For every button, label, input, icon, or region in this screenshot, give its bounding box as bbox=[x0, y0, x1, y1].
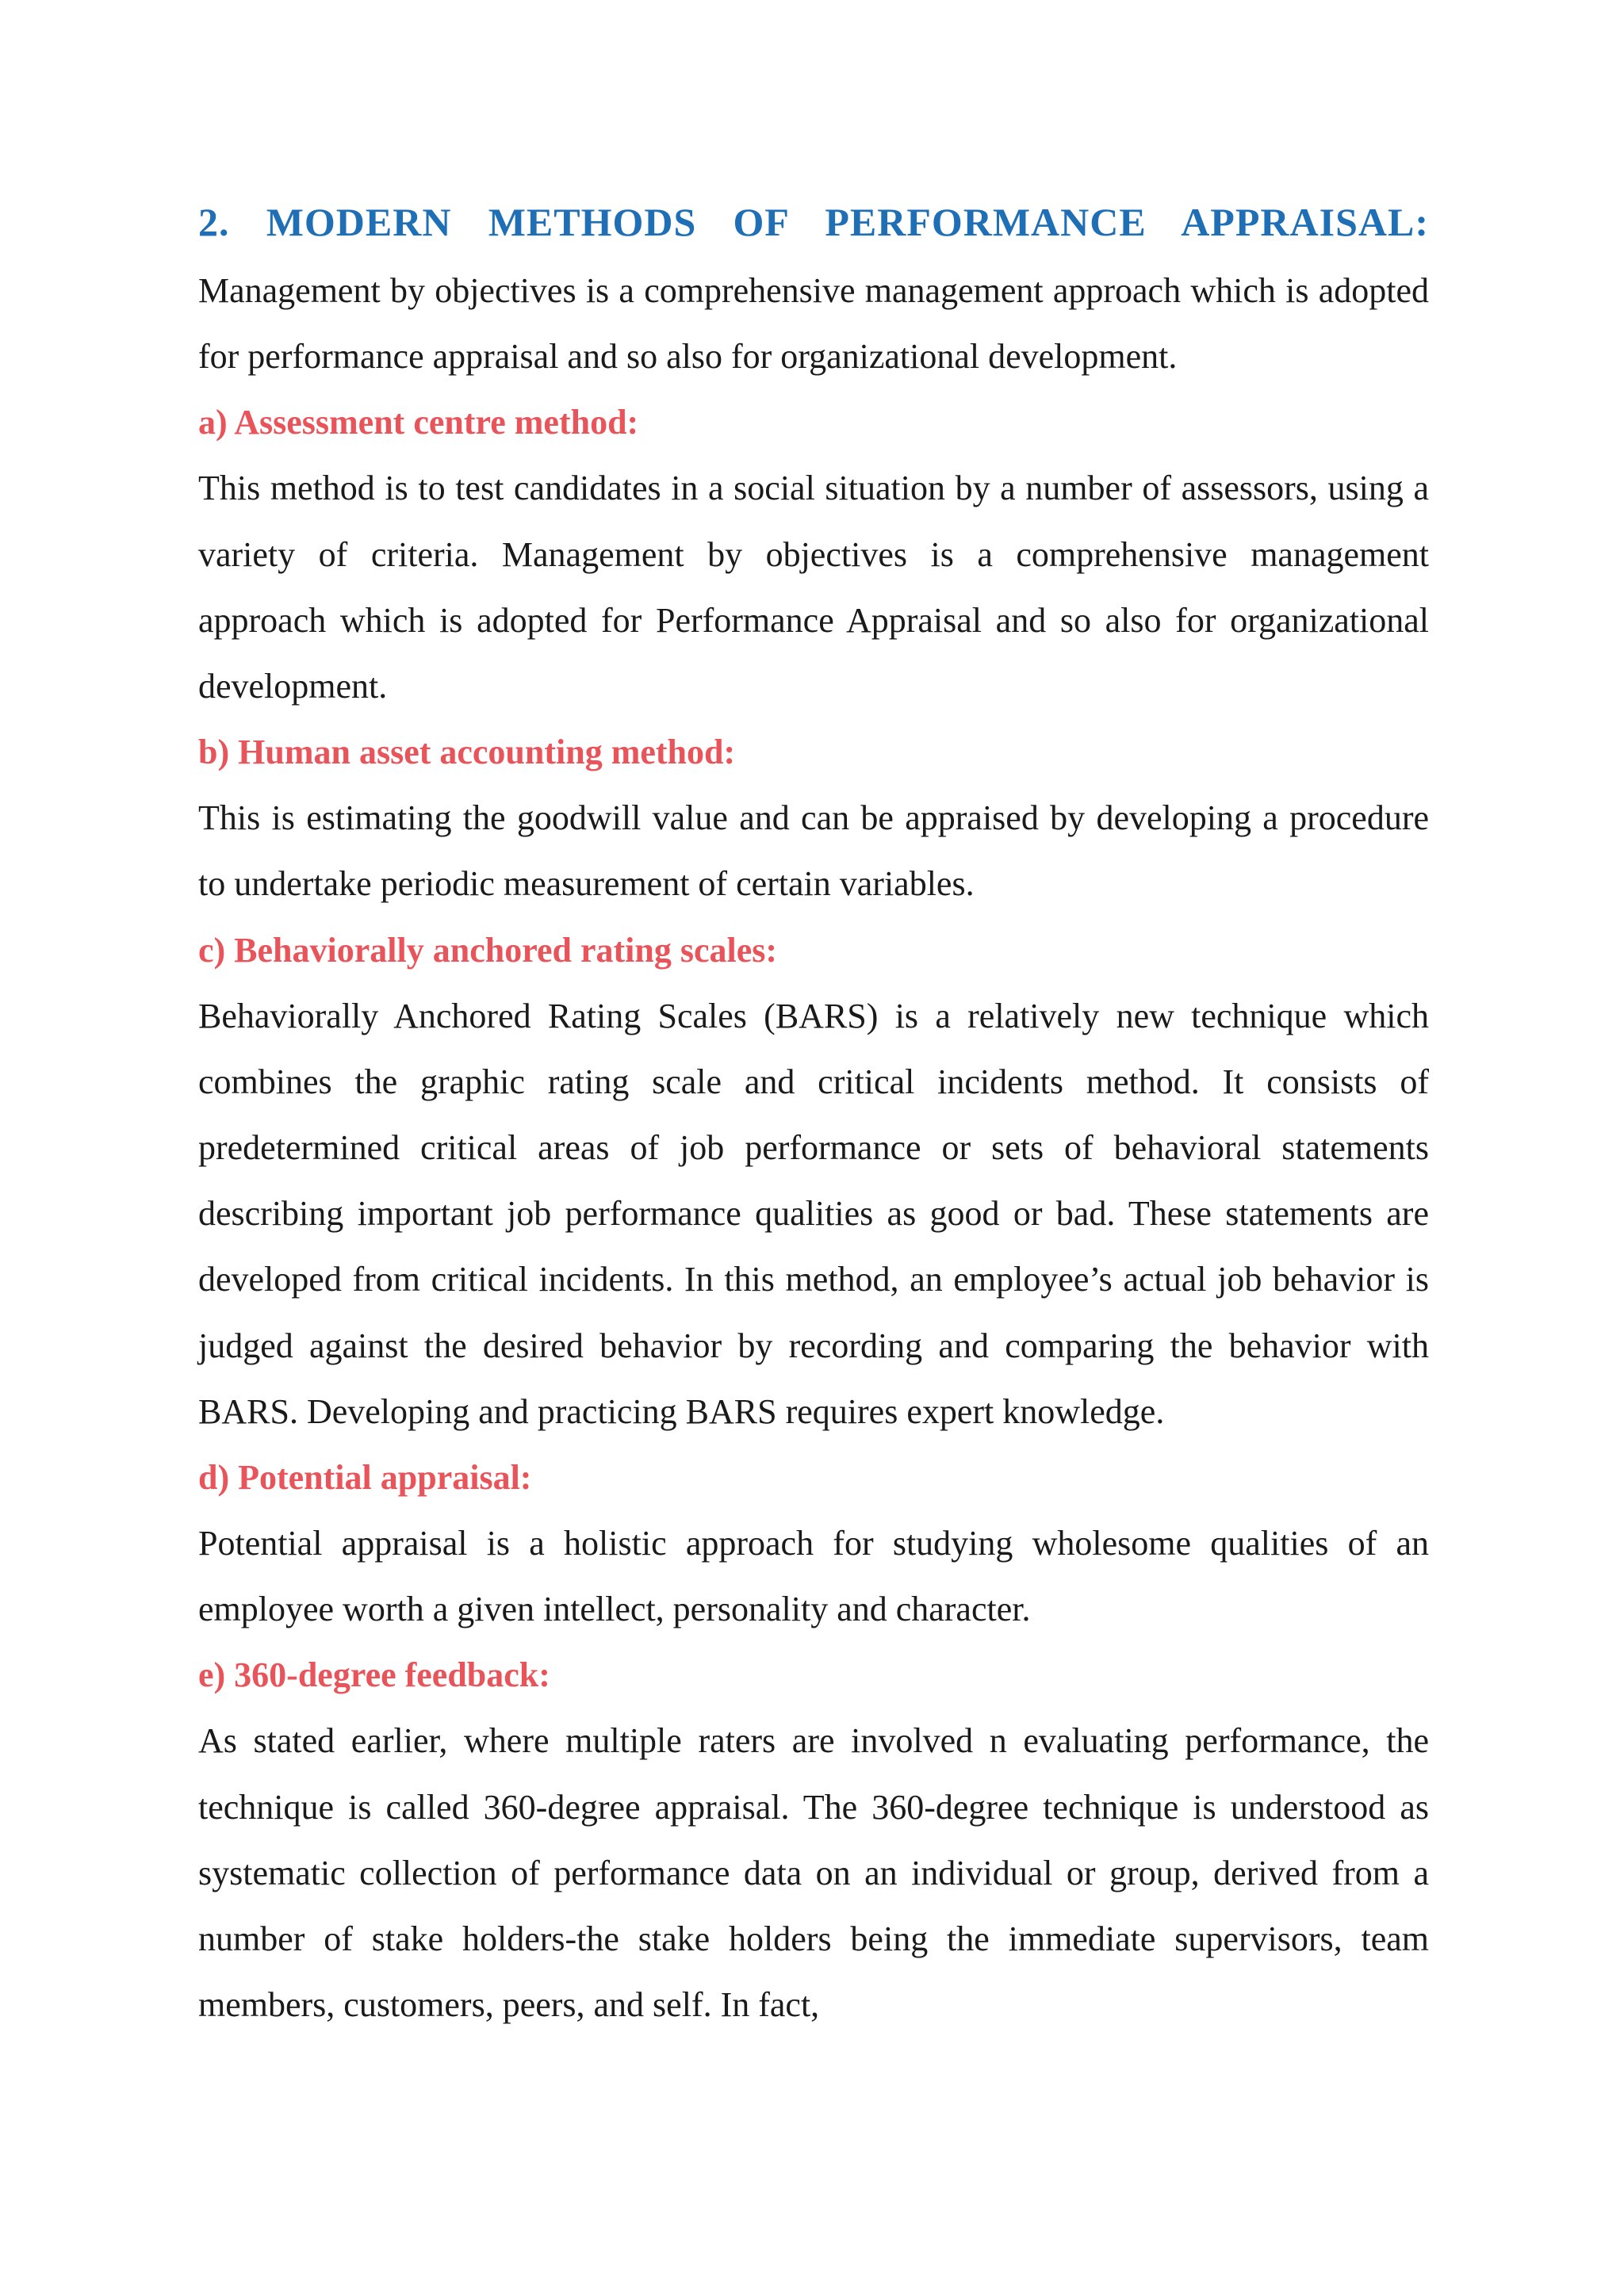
intro-paragraph: Management by objectives is a comprehensive management approach which is adopted for performance appraisal and so also for organizational development. bbox=[198, 271, 1429, 377]
section-body-human-asset-accounting: This is estimating the goodwill value and can be appraised by developing a procedure to undertake periodic measurement of certain variables. bbox=[198, 798, 1429, 904]
page-title: 2. MODERN METHODS OF PERFORMANCE APPRAISAL: bbox=[198, 200, 1429, 244]
section-heading-assessment-centre: a) Assessment centre method: bbox=[198, 403, 639, 442]
document-page bbox=[198, 186, 1429, 2038]
section-heading-360-degree-feedback: e) 360-degree feedback: bbox=[198, 1655, 550, 1695]
section-body-assessment-centre: This method is to test candidates in a social situation by a number of assessors, using a variety of criteria. Management by objectives is a comprehensive management approach which is adopted for Performance Appraisal and so also for organizational development. bbox=[198, 469, 1429, 706]
section-heading-bars: c) Behaviorally anchored rating scales: bbox=[198, 930, 777, 970]
section-body-360-degree-feedback: As stated earlier, where multiple raters are involved n evaluating performance, the technique is called 360-degree appraisal. The 360-degree technique is understood as systematic collection of performance data on an individual or group, derived from a number of stake holders-the stake holders being the immediate supervisors, team members, customers, peers, and self. In fact, bbox=[198, 1721, 1429, 2025]
section-heading-human-asset-accounting: b) Human asset accounting method: bbox=[198, 733, 736, 772]
section-body-potential-appraisal: Potential appraisal is a holistic approach for studying wholesome qualities of an employee worth a given intellect, personality and character. bbox=[198, 1524, 1429, 1629]
section-body-bars: Behaviorally Anchored Rating Scales (BARS) is a relatively new technique which combines the graphic rating scale and critical incidents method. It consists of predetermined critical areas of job performance or sets of behavioral statements describing important job performance qualities as good or bad. These statements are developed from critical incidents. In this method, an employee’s actual job behavior is judged against the desired behavior by recording and comparing the behavior with BARS. Developing and practicing BARS requires expert knowledge. bbox=[198, 996, 1429, 1431]
section-heading-potential-appraisal: d) Potential appraisal: bbox=[198, 1458, 532, 1498]
